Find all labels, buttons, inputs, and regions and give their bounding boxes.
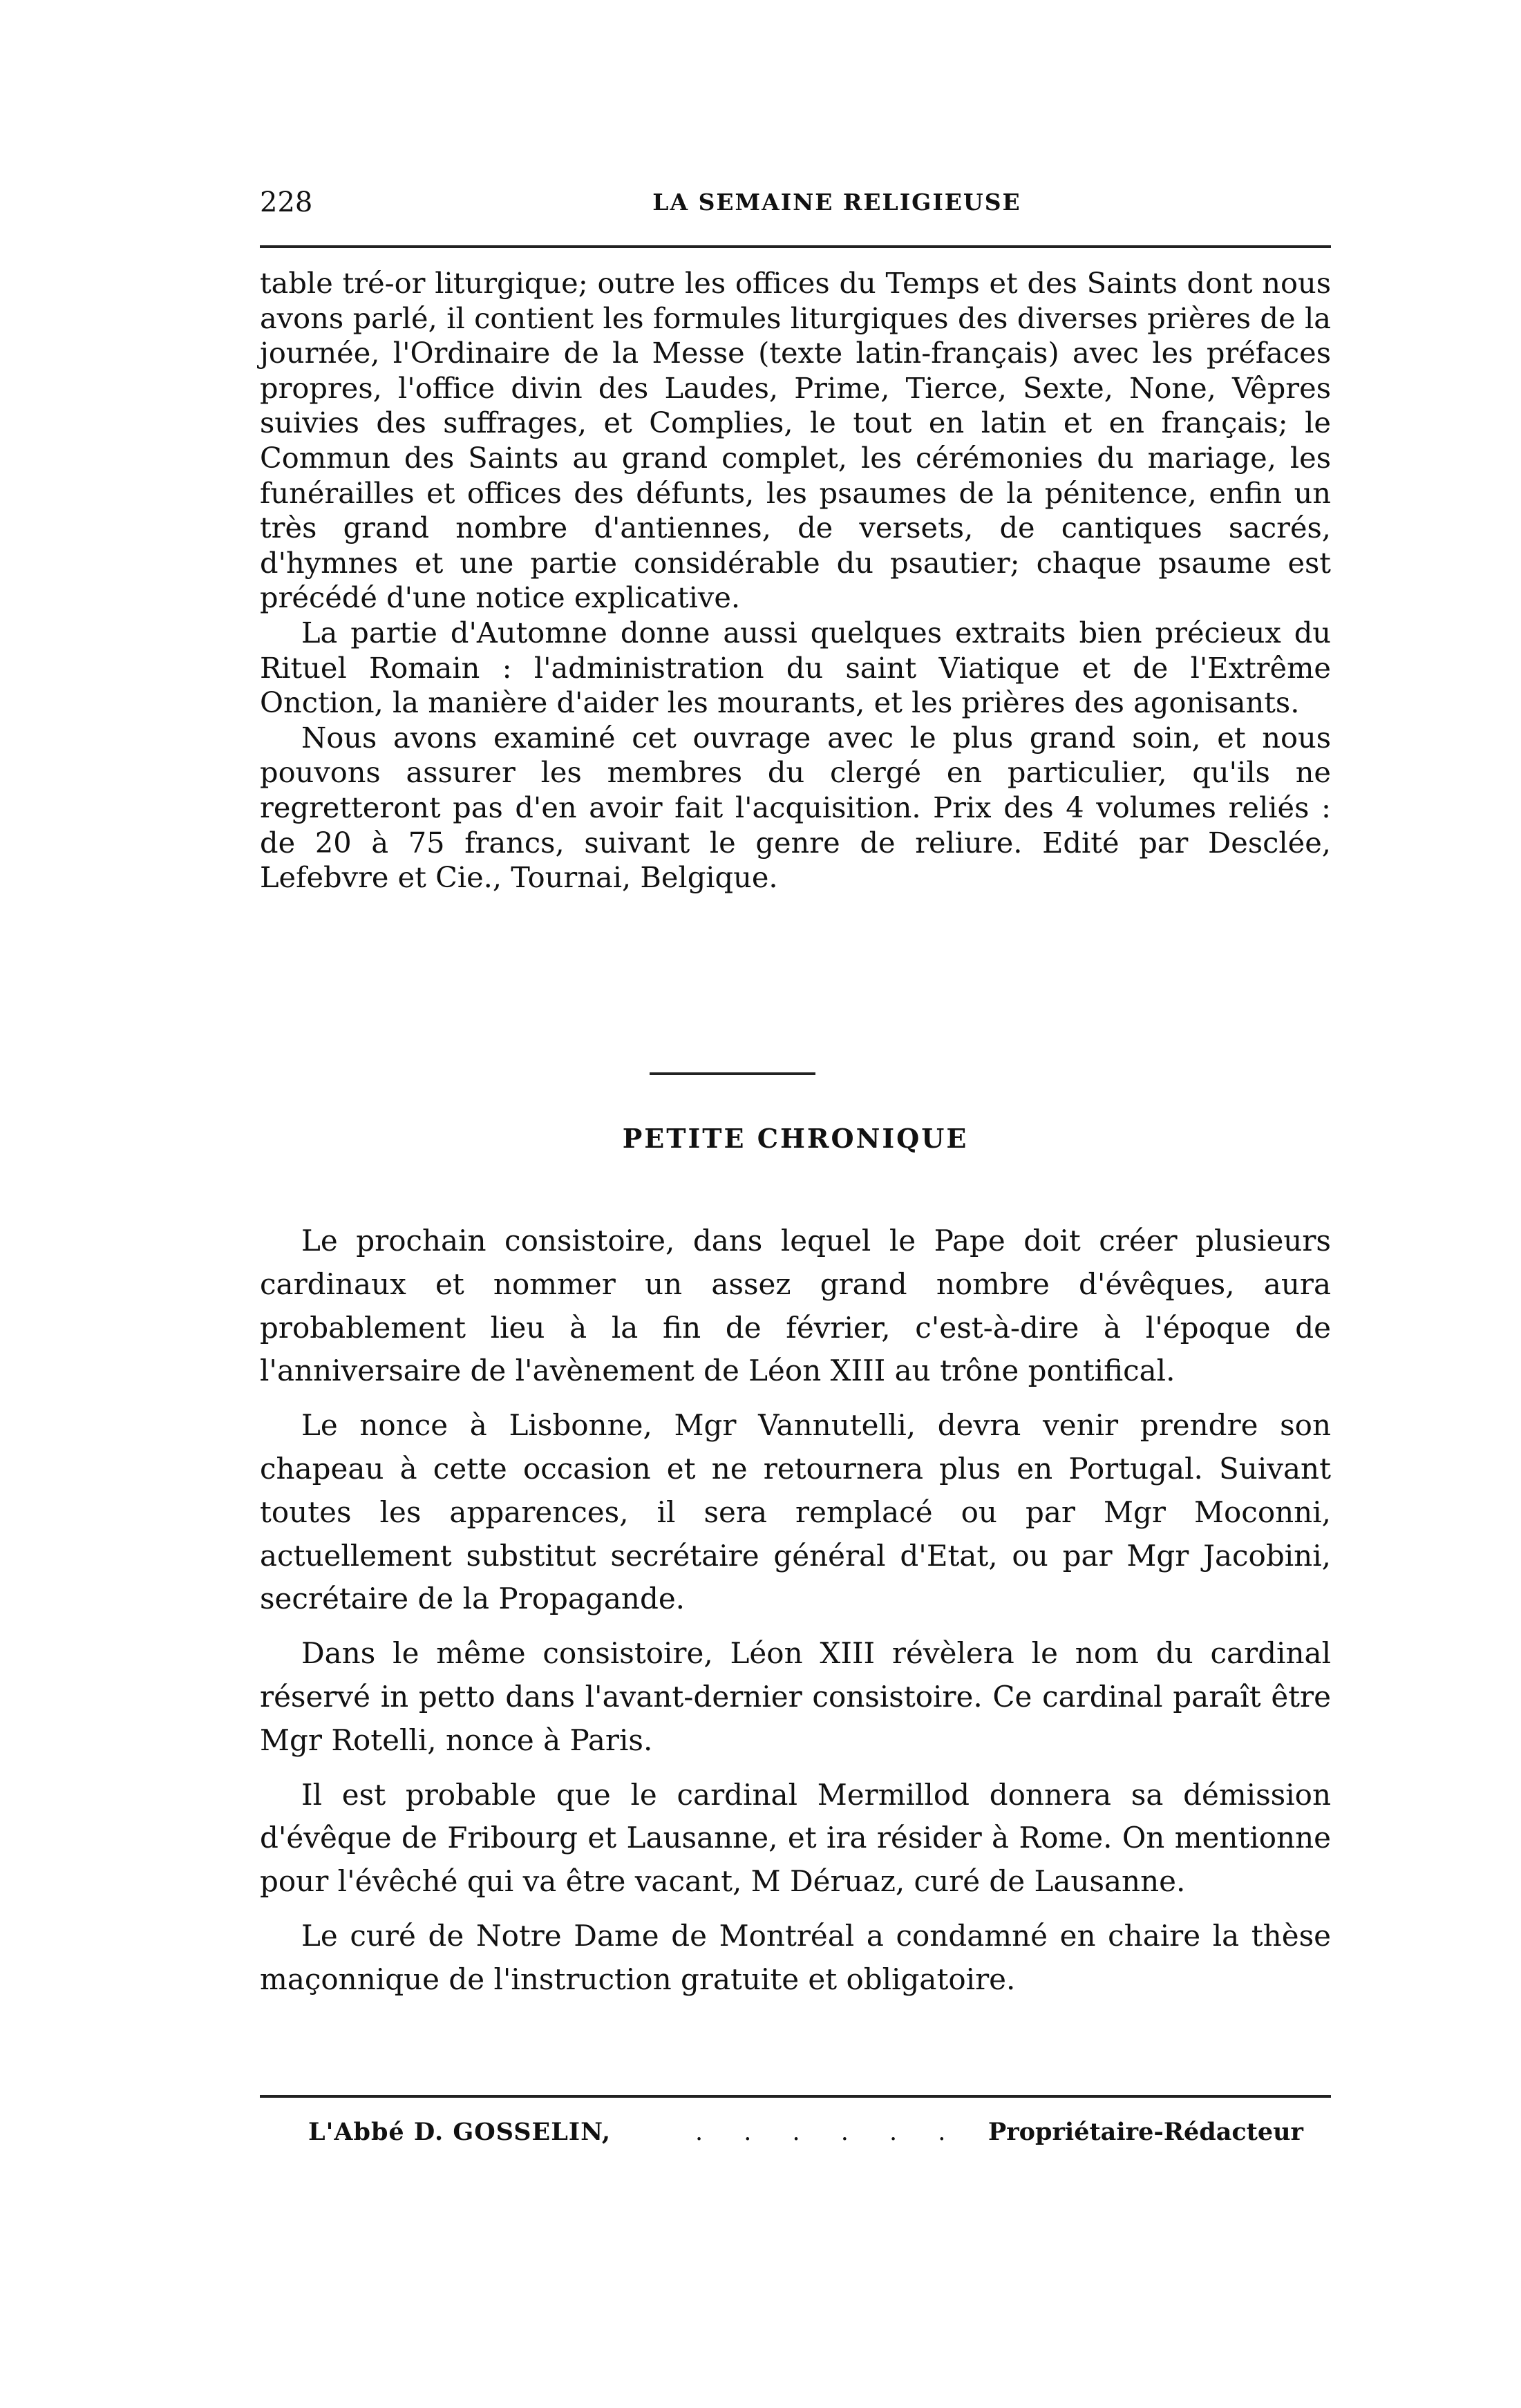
review-paragraph: table tré-or liturgique; outre les offices du Temps et des Saints dont nous avons parlé, il contient les formules liturgiques des diverses prières de la journée, l'Ordinaire de la Messe (texte latin-français) avec les préfaces propres, l'office divin des Laudes, Prime, Tierce, Sexte, None, Vêpres suivies des suffrages, et Complies, le tout en latin et en français; le Commun des Saints au grand complet, les cérémonies du mariage, les funérailles et offices des défunts, les psaumes de la pénitence, enfin un très grand nombre d'antiennes, de versets, de cantiques sacrés, d'hymnes et une partie considérable du psautier; chaque psaume est précédé d'une notice explicative. [260, 266, 1331, 615]
running-head [260, 185, 1331, 220]
chronicle-paragraph: Il est probable que le cardinal Mermillod donnera sa démission d'évêque de Fribourg et Lausanne, et ira résider à Rome. On mentionne pour l'évêché qui va être vacant, M Déruaz, curé de Lausanne. [260, 1777, 1331, 1899]
editor-role: Propriétaire-Rédacteur [988, 2118, 1303, 2146]
journal-title: LA SEMAINE RELIGIEUSE [652, 189, 1021, 216]
editor-name: L'Abbé D. GOSSELIN, [308, 2118, 612, 2146]
review-paragraph: La partie d'Automne donne aussi quelques extraits bien précieux du Rituel Romain : l'administration du saint Viatique et de l'Extrême Onction, la manière d'aider les mourants, et les prières des agonisants. [260, 615, 1331, 720]
review-text [260, 266, 1331, 895]
chronicle-paragraph: Le curé de Notre Dame de Montréal a condamné en chaire la thèse maçonnique de l'instruction gratuite et obligatoire. [260, 1918, 1331, 1996]
footer-rule [260, 2095, 1331, 2098]
review-paragraph: Nous avons examiné cet ouvrage avec le plus grand soin, et nous pouvons assurer les membres du clergé en particulier, qu'ils ne regretteront pas d'en avoir fait l'acquisition. Prix des 4 volumes reliés : de 20 à 75 francs, suivant le genre de reliure. Edité par Desclée, Lefebvre et Cie., Tournai, Belgique. [260, 720, 1331, 895]
chronicle-paragraph: Dans le même consistoire, Léon XIII révèlera le nom du cardinal réservé in petto dans l'avant-dernier consistoire. Ce cardinal paraît être Mgr Rotelli, nonce à Paris. [260, 1636, 1331, 1757]
signature-line [260, 2114, 1331, 2150]
page-number: 228 [260, 187, 313, 218]
signature-separator: . . . . . . [695, 2118, 963, 2146]
section-title: PETITE CHRONIQUE [622, 1123, 969, 1154]
chronicle-paragraph: Le prochain consistoire, dans lequel le Pape doit créer plusieurs cardinaux et nommer un assez grand nombre d'évêques, aura probablement lieu à la fin de février, c'est-à-dire à l'époque de l'anniversaire de l'avènement de Léon XIII au trône pontifical. [260, 1224, 1331, 1388]
header-rule [260, 245, 1331, 248]
chronicle-text [260, 1220, 1331, 2013]
section-divider [650, 1072, 815, 1075]
chronicle-paragraph: Le nonce à Lisbonne, Mgr Vannutelli, devra venir prendre son chapeau à cette occasion et ne retournera plus en Portugal. Suivant toutes les apparences, il sera remplacé ou par Mgr Moconni, actuellement substitut secrétaire général d'Etat, ou par Mgr Jacobini, secrétaire de la Propagande. [260, 1408, 1331, 1616]
